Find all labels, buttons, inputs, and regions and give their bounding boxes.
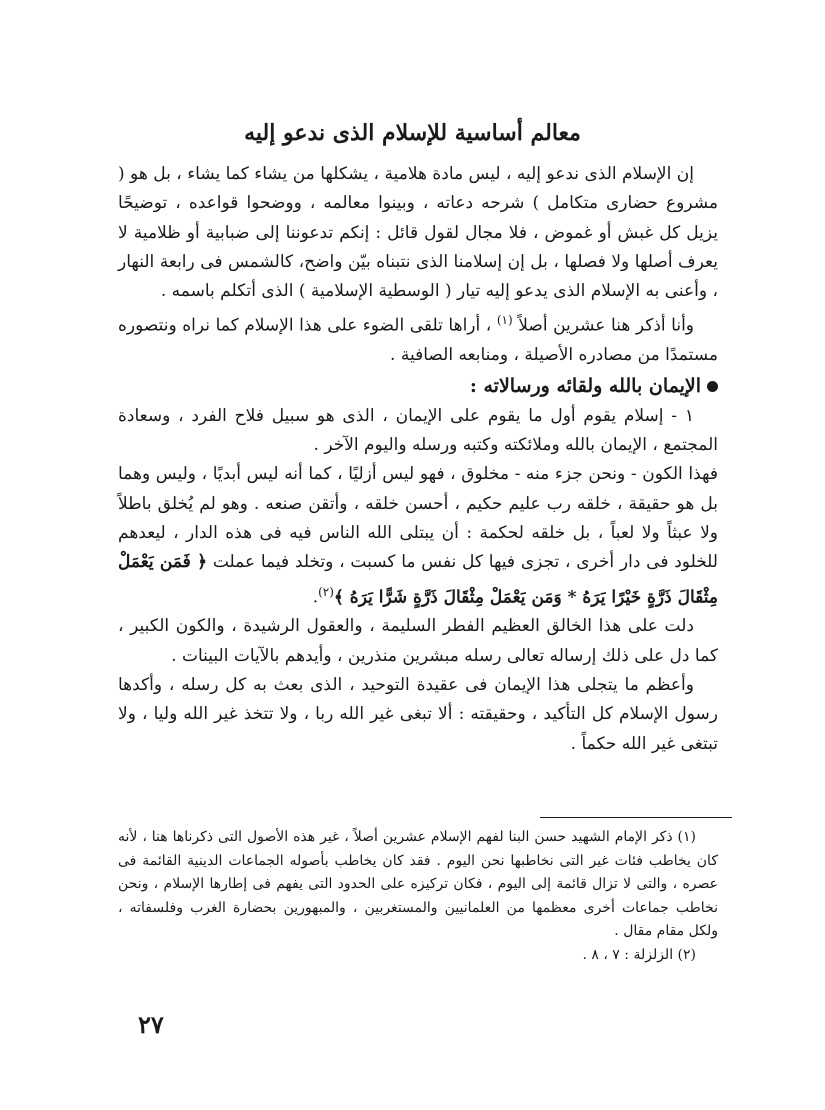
paragraph-creator-evidence: دلت على هذا الخالق العظيم الفطر السليمة ، والعقول الرشيدة ، والكون الكبير ، كما دل على ذلك إرساله تعالى رسله مبشرين منذرين ، وأيدهم بالآيات البينات .: [118, 616, 718, 666]
paragraph-text: .: [312, 587, 319, 608]
paragraph-tawhid: وأعظم ما يتجلى هذا الإيمان فى عقيدة التوحيد ، الذى بعث به كل رسله ، وأكدها رسول الإسلام كل التأكيد ، وحقيقته : ألا تبغى غير الله ربا ، ولا تتخذ غير الله وليا ، ولا تبتغى غير الله حكماً .: [118, 675, 718, 754]
footnote-1: (١) ذكر الإمام الشهيد حسن البنا لفهم الإسلام عشرين أصلاً ، غير هذه الأصول التى ذكرناها هنا ، لأنه كان يخاطب فئات غير التى نخاطبها نحن اليوم . فقد كان يخاطب بأصوله الجماعات الدينية القائمة فى عصره ، والتى لا تزال قائمة إلى اليوم ، فكان تركيزه على الحدود التى يفهم فى إطارها الإسلام ، ونحن نخاطب جماعات أخرى معظمها من العلمانيين والمستغربين ، والمبهورين بحضارة الغرب وفلسفاته ، ولكل مقام مقال .: [118, 829, 718, 939]
paragraph-text: ، أراها تلقى الضوء على هذا الإسلام كما نراه ونتصوره مستمدًا من مصادره الأصيلة ، ومنابعه الصافية .: [118, 316, 718, 366]
page-number: ٢٧: [138, 1010, 164, 1039]
bullet-icon: [707, 381, 718, 392]
main-text: [118, 160, 718, 759]
paragraph-text: فهذا الكون - ونحن جزء منه - مخلوق ، فهو ليس أزليًا ، كما أنه ليس أبديًا ، وليس وهما بل هو حقيقة ، خلقه رب عليم حكيم ، أحسن خلقه ، وأتقن صنعه . وهو لم يُخلق باطلاً ولا عبثاً ولا لعباً ، بل خلقه لحكمة : أن يبتلى الله الناس فيه فى هذه الدار ، ليعدهم للخلود فى دار أخرى ، تجزى فيها كل نفس ما كسبت ، وتخلد فيما عملت: [118, 464, 718, 573]
section-heading-text: الإيمان بالله ولقائه ورسالاته :: [469, 374, 701, 397]
paragraph-universe: [118, 460, 718, 612]
paragraph-principle-1: ١ - إسلام يقوم أول ما يقوم على الإيمان ، الذى هو سبيل فلاح الفرد ، وسعادة المجتمع ، الإيمان بالله وملائكته وكتبه ورسله واليوم الآخر .: [118, 405, 718, 456]
page-title: معالم أساسية للإسلام الذى ندعو إليه: [244, 120, 581, 146]
footnote-ref-2: (٢): [318, 584, 334, 599]
paragraph-intro: إن الإسلام الذى ندعو إليه ، ليس مادة هلامية ، يشكلها من يشاء كما يشاء ، بل هو ( مشروع حضارى متكامل ) شرحه دعاته ، وبينوا معالمه ، ووضحوا قواعده ، توضيحًا يزيل كل غبش أو غموض ، فلا مجال لقول قائل : إنكم تدعوننا إلى ضبابية أو ظلامية لا يعرف أصلها ولا فصلها ، بل إن إسلامنا الذى نتبناه بيّن واضح، كالشمس فى رابعة النهار ، وأعنى به الإسلام الذى يدعو إليه تيار ( الوسطية الإسلامية ) الذى أتكلم باسمه .: [118, 164, 718, 302]
quran-verse: ﴿ فَمَن يَعْمَلْ مِثْقَالَ ذَرَّةٍ خَيْرًا يَرَهُ * وَمَن يَعْمَلْ مِثْقَالَ ذَرَّةٍ شَرًّا يَرَهُ ﴾: [118, 552, 718, 608]
footnote-divider: [540, 817, 732, 818]
footnote-ref-1: (١): [496, 313, 513, 328]
paragraph-twenty-principles: [118, 306, 718, 370]
footnotes: [118, 826, 718, 967]
paragraph-text: وأنا أذكر هنا عشرين أصلاً: [518, 316, 695, 337]
footnote-2: (٢) الزلزلة : ٧ ، ٨ .: [582, 946, 696, 963]
section-heading: [118, 371, 718, 402]
